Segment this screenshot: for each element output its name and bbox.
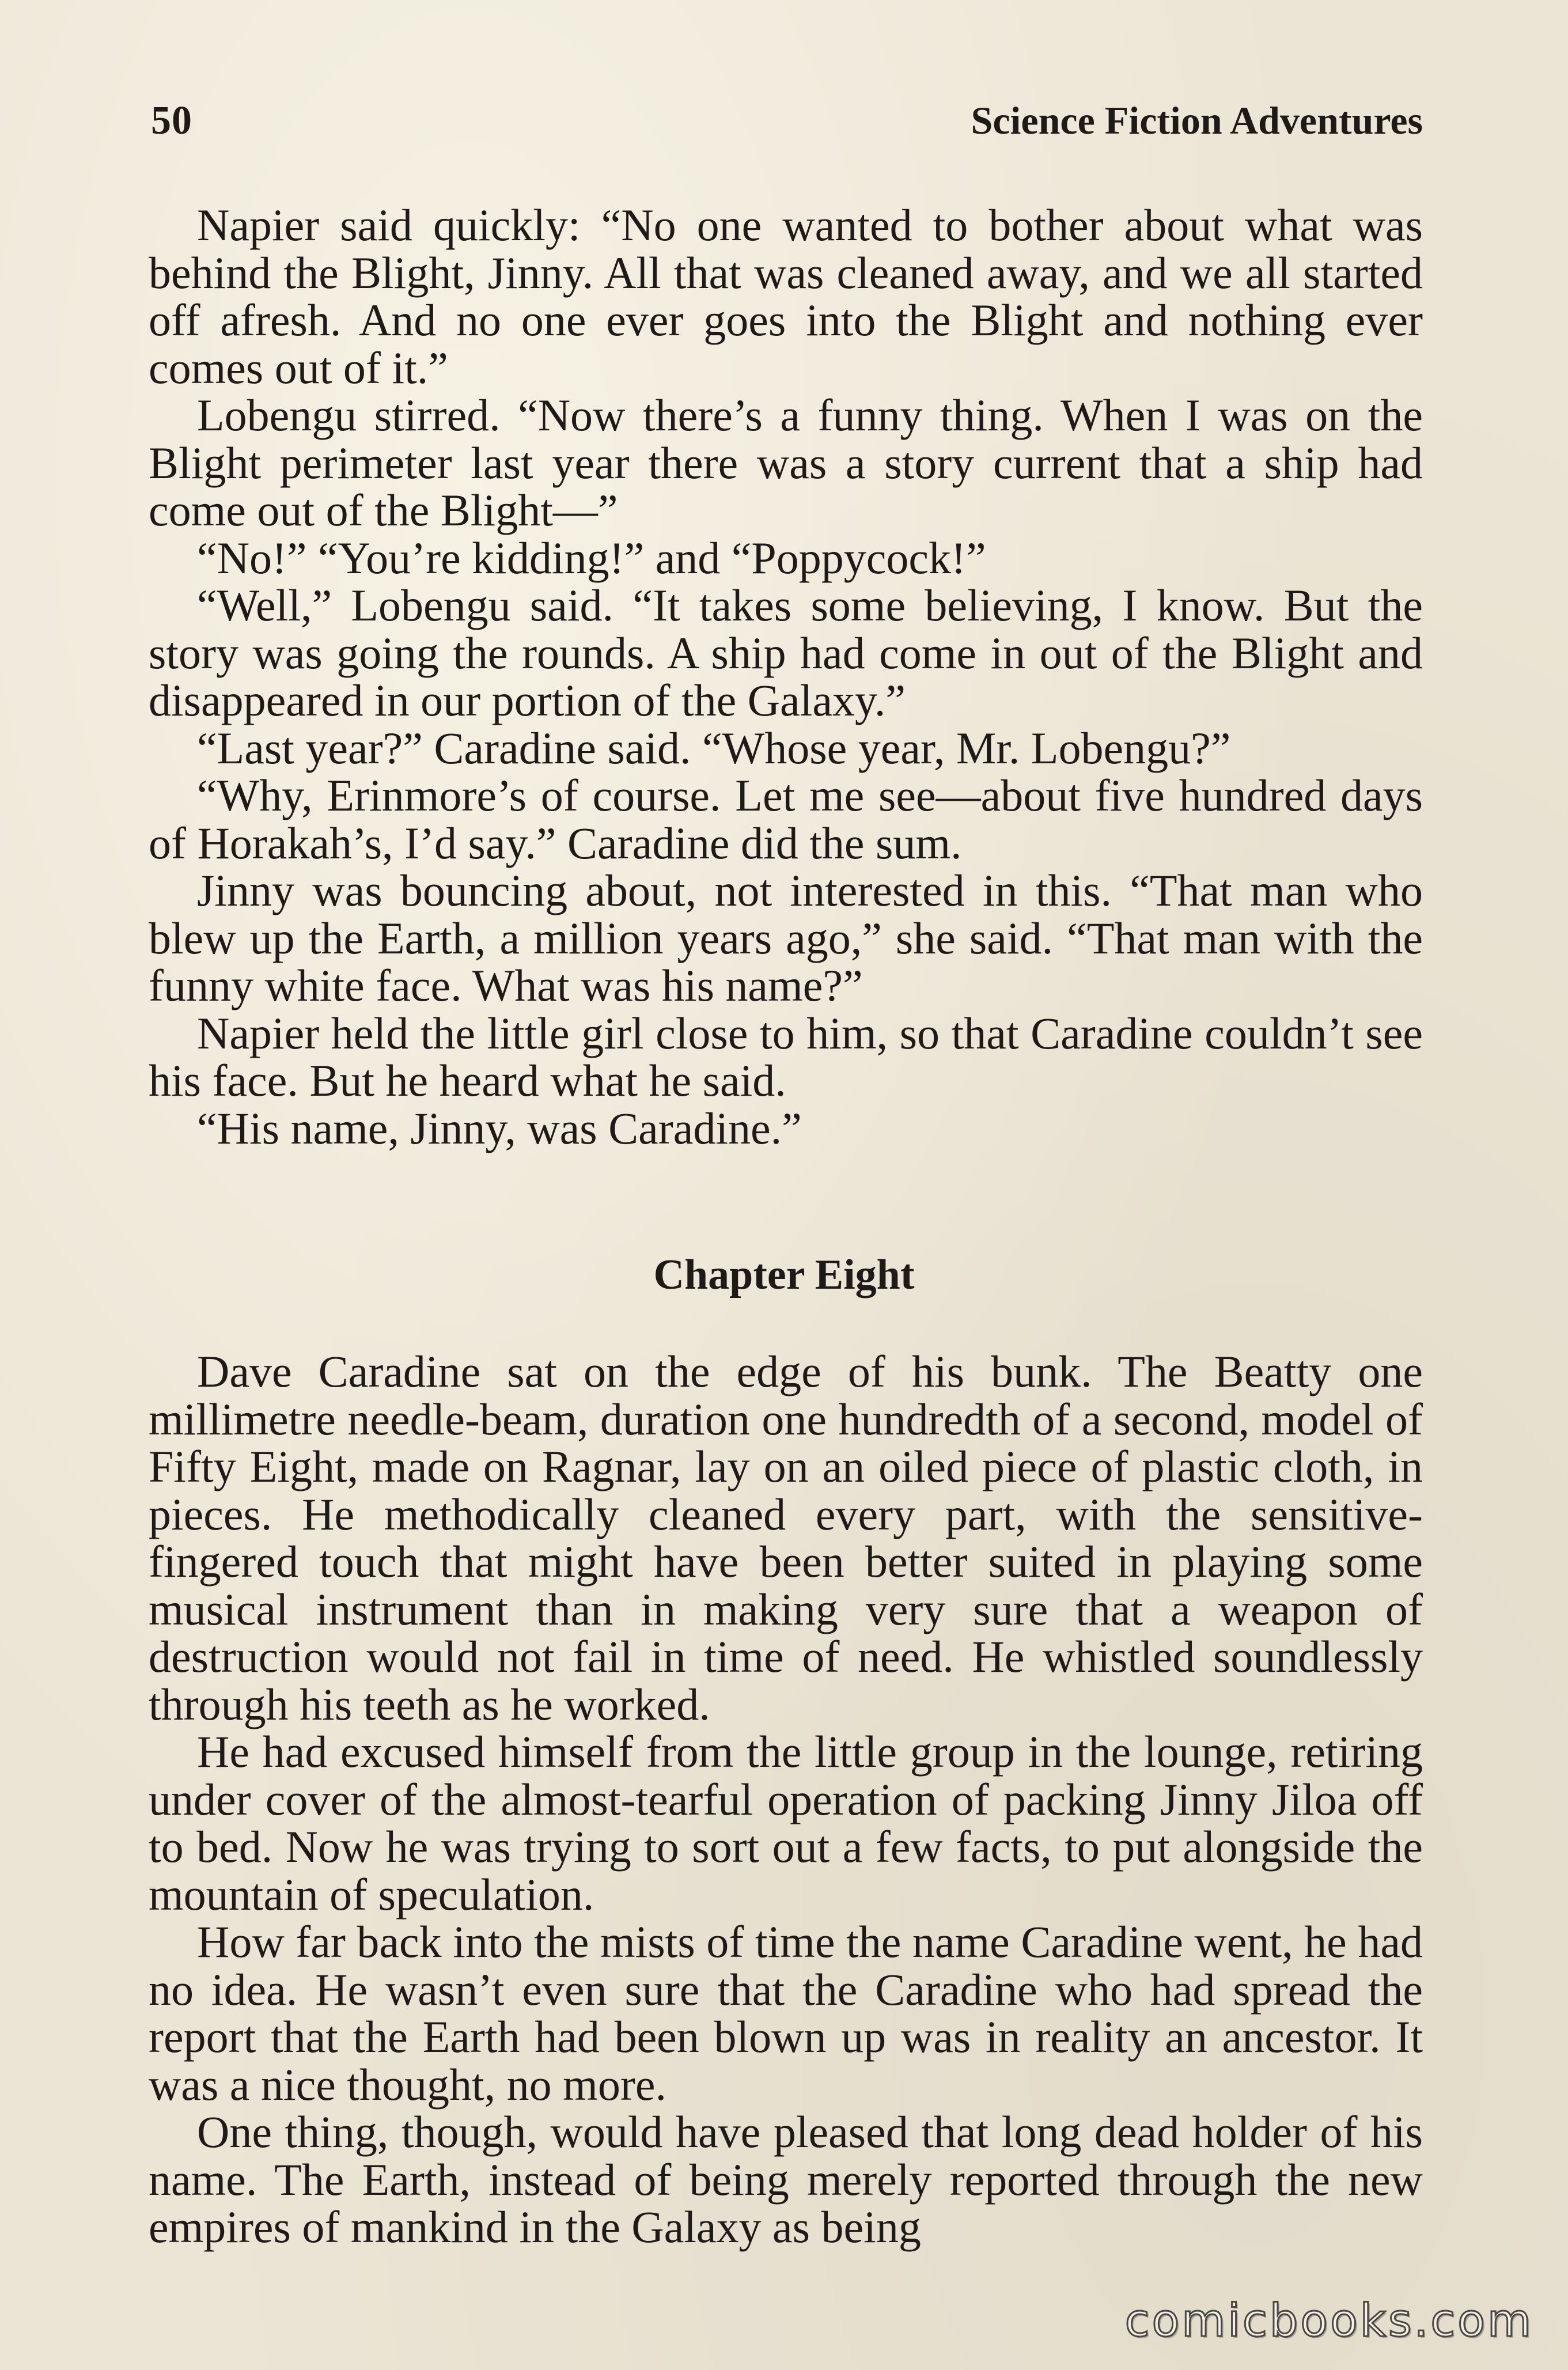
page-header (151, 98, 1423, 161)
paragraph: Jinny was bouncing about, not interested in this. “That man who blew up the Earth, a million years ago,” she said. “That man with the funny white face. What was his name?” (149, 865, 1423, 1010)
story-text-top (149, 202, 1423, 1152)
paragraph: Lobengu stirred. “Now there’s a funny thing. When I was on the Blight perimeter last year there was a story current that a ship had come out of the Blight—” (149, 390, 1423, 535)
chapter-heading: Chapter Eight (653, 1251, 915, 1298)
story-text-bottom (149, 1348, 1423, 2251)
paragraph: “His name, Jinny, was Caradine.” (197, 1103, 802, 1153)
paragraph: One thing, though, would have pleased that long dead holder of his name. The Earth, instead of being merely reported through the new empires of mankind in the Galaxy as being (149, 2107, 1423, 2252)
paragraph: “No!” “You’re kidding!” and “Poppycock!” (197, 532, 986, 583)
paragraph: How far back into the mists of time the name Caradine went, he had no idea. He wasn’t even sure that the Caradine who had spread the report that the Earth had been blown up was in reality an ancestor. It was a nice thought, no more. (149, 1917, 1423, 2110)
paragraph: Napier said quickly: “No one wanted to bother about what was behind the Blight, Jinny. All that was cleaned away, and we all started off afresh. And no one ever goes into the Blight and nothing ever comes out of it.” (149, 200, 1423, 393)
paragraph: He had excused himself from the little group in the lounge, retiring under cover of the almost-tearful operation of packing Jinny Jiloa off to bed. Now he was trying to sort out a few facts, to put alongside the mountain of speculation. (149, 1727, 1423, 1920)
paragraph: “Why, Erinmore’s of course. Let me see—about five hundred days of Horakah’s, I’d say.” Caradine did the sum. (149, 770, 1423, 868)
paragraph: “Well,” Lobengu said. “It takes some believing, I know. But the story was going the rounds. A ship had come in out of the Blight and disappeared in our portion of the Galaxy.” (149, 580, 1423, 725)
paragraph: “Last year?” Caradine said. “Whose year, Mr. Lobengu?” (197, 722, 1231, 773)
site-watermark: comicbooks.com (1124, 2295, 1533, 2347)
paragraph: Dave Caradine sat on the edge of his bunk. The Beatty one millimetre needle-beam, duration one hundredth of a second, model of Fifty Eight, made on Ragnar, lay on an oiled piece of plastic cloth, in pieces. He methodically cleaned every part, with the sensitive-fingered touch that might have been better suited in playing some musical instrument than in making very sure that a weapon of destruction would not fail in time of need. He whistled soundlessly through his teeth as he worked. (149, 1346, 1423, 1729)
running-title: Science Fiction Adventures (971, 99, 1423, 142)
page-number: 50 (151, 99, 192, 143)
paragraph: Napier held the little girl close to him, so that Caradine couldn’t see his face. But he heard what he said. (149, 1008, 1423, 1106)
